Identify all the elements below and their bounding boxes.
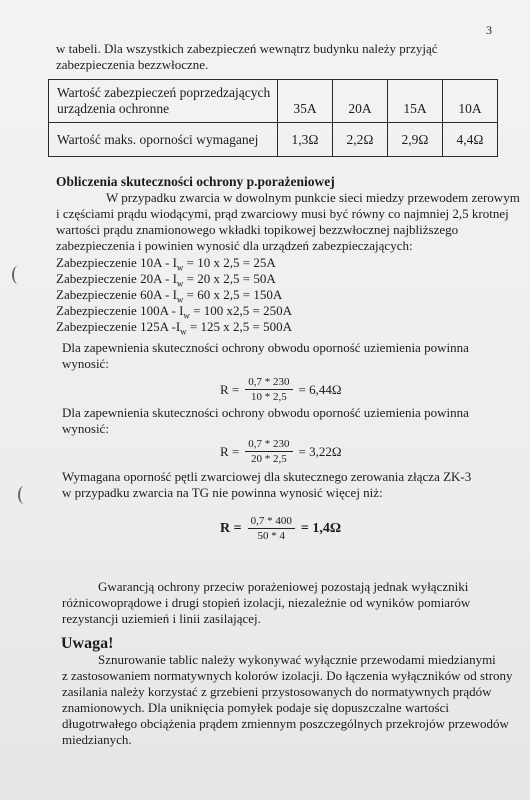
table-cell-label: Wartość maks. oporności wymaganej: [49, 123, 278, 157]
body-line: wartości prądu znamionowego wkładki topikowej bezzwłocznej najbliższego: [56, 222, 459, 237]
body-line: znamionowych. Dla uniknięcia pomyłek podaje się dopuszczalne wartości: [62, 700, 449, 715]
table-cell: 10A: [443, 80, 498, 123]
body-line: zabezpieczenia i powinien wynosić dla urządzeń zabezpieczających:: [56, 238, 413, 253]
binder-hole-mark: [18, 486, 30, 504]
formula-lhs: R =: [220, 443, 240, 459]
body-line: z zastosowaniem normatywnych kolorów izolacji. Do łączenia wyłączników od strony: [62, 668, 513, 683]
protection-calc: = 100 x2,5 = 250A: [189, 303, 292, 318]
subscript: w: [183, 310, 190, 321]
body-line: i częściami prądu wiodącymi, prąd zwarciowy musi być równy co najmniej 2,5 krotnej: [56, 206, 509, 221]
formula-fraction: [245, 438, 292, 465]
formula-fraction: [248, 515, 295, 542]
table-cell-label: [49, 80, 278, 123]
protection-line: [56, 319, 292, 340]
binder-hole-mark: [12, 266, 24, 284]
body-line: miedzianych.: [62, 732, 132, 747]
body-line: długotrwałego obciążenia prądem zmiennym poszczególnych przekrojów przewodów: [62, 716, 509, 731]
formula-denominator: 50 * 4: [257, 530, 285, 542]
table-cell: 4,4Ω: [443, 123, 498, 157]
protection-label: Zabezpieczenie 60A - I: [56, 287, 177, 302]
cell-text: urządzenia ochronne: [57, 101, 170, 116]
protection-label: Zabezpieczenie 100A - I: [56, 303, 184, 318]
section-heading: Obliczenia skuteczności ochrony p.porażeniowej: [56, 174, 335, 189]
formula-result: = 3,22Ω: [298, 443, 342, 459]
formula-result: = 1,4Ω: [300, 520, 342, 536]
protection-label: Zabezpieczenie 125A -I: [56, 319, 181, 334]
intro-line: w tabeli. Dla wszystkich zabezpieczeń wewnątrz budynku należy przyjąć: [56, 41, 438, 56]
protection-label: Zabezpieczenie 20A - I: [56, 271, 177, 286]
protection-calc: = 60 x 2,5 = 150A: [183, 287, 283, 302]
formula-denominator: 20 * 2,5: [251, 453, 287, 465]
note-heading: Uwaga!: [61, 635, 114, 652]
formula-result: = 6,44Ω: [298, 381, 342, 397]
body-line: Gwarancją ochrony przeciw porażeniowej pozostają jednak wyłączniki: [98, 579, 469, 594]
body-line: w przypadku zwarcia na TG nie powinna wynosić więcej niż:: [62, 485, 383, 500]
formula-fraction: [245, 376, 292, 403]
page-number: 3: [486, 23, 492, 37]
formula-denominator: 10 * 2,5: [251, 391, 287, 403]
formula-2: [220, 438, 342, 465]
body-line: wynosić:: [62, 356, 109, 371]
formula-1: [220, 376, 342, 403]
formula-numerator: 0,7 * 400: [248, 515, 295, 529]
table-row: [49, 80, 498, 123]
formula-lhs: R =: [220, 520, 242, 536]
body-line: zasilania należy korzystać z grzebieni przystosowanych do normatywnych prądów: [62, 684, 492, 699]
table-row: [49, 123, 498, 157]
subscript: w: [180, 326, 187, 337]
table-cell: 2,2Ω: [333, 123, 388, 157]
protection-calc: = 20 x 2,5 = 50A: [183, 271, 276, 286]
protection-calc: = 10 x 2,5 = 25A: [183, 255, 276, 270]
formula-lhs: R =: [220, 381, 240, 397]
body-line: W przypadku zwarcia w dowolnym punkcie sieci miedzy przewodem zerowym: [106, 190, 520, 205]
formula-3: [220, 515, 341, 542]
cell-text: Wartość zabezpieczeń poprzedzających: [57, 85, 271, 100]
body-line: Dla zapewnienia skuteczności ochrony obwodu oporność uziemienia powinna: [62, 405, 469, 420]
subscript: w: [176, 278, 184, 289]
protection-table: [48, 79, 498, 157]
body-line: wynosić:: [62, 421, 109, 436]
protection-calc: = 125 x 2,5 = 500A: [186, 319, 292, 334]
table-cell: 35A: [278, 80, 333, 123]
subscript: w: [176, 294, 184, 305]
subscript: w: [176, 262, 184, 273]
table-cell: 20A: [333, 80, 388, 123]
body-line: Wymagana oporność pętli zwarciowej dla skutecznego zerowania złącza ZK-3: [62, 469, 472, 484]
body-line: Dla zapewnienia skuteczności ochrony obwodu oporność uziemienia powinna: [62, 340, 469, 355]
protection-label: Zabezpieczenie 10A - I: [56, 255, 177, 270]
body-line: Sznurowanie tablic należy wykonywać wyłącznie przewodami miedzianymi: [98, 652, 496, 667]
formula-numerator: 0,7 * 230: [245, 438, 292, 452]
table-cell: 15A: [388, 80, 443, 123]
body-line: różnicowoprądowe i drugi stopień izolacji, niezależnie od wyników pomiarów: [62, 595, 471, 610]
formula-numerator: 0,7 * 230: [245, 376, 292, 390]
table-cell: 2,9Ω: [388, 123, 443, 157]
table-cell: 1,3Ω: [278, 123, 333, 157]
intro-line: zabezpieczenia bezzwłoczne.: [56, 57, 209, 72]
body-line: rezystancji uziemień i linii zasilającej.: [62, 611, 261, 626]
